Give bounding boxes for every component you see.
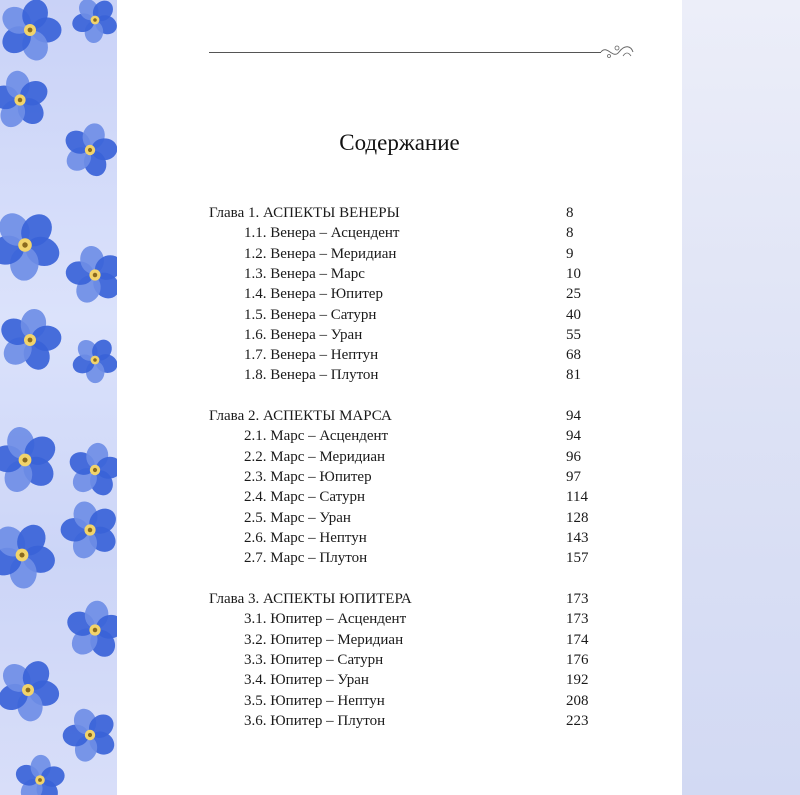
forget-me-not-flower — [0, 519, 58, 589]
section-title: 2.3. Марс – Юпитер — [244, 468, 372, 485]
section-title: 2.1. Марс – Асцендент — [244, 428, 389, 445]
toc-section-entry — [244, 691, 629, 711]
section-title: 3.3. Юпитер – Сатурн — [244, 651, 384, 668]
section-title: 1.5. Венера – Сатурн — [244, 306, 377, 323]
chapter-title: Глава 2. АСПЕКТЫ МАРСА — [209, 408, 392, 424]
section-title: 2.2. Марс – Меридиан — [244, 448, 386, 465]
forget-me-not-flower — [0, 207, 63, 281]
toc-section-entry — [244, 223, 629, 243]
chapter-page-number: 173 — [566, 591, 589, 607]
section-title: 3.1. Юпитер – Асцендент — [244, 611, 407, 628]
section-page-number: 9 — [566, 245, 574, 262]
section-page-number: 94 — [566, 428, 581, 445]
toc-chapter-entry — [209, 203, 629, 223]
forget-me-not-flower — [60, 498, 117, 561]
toc-section-entry — [244, 244, 629, 264]
section-page-number: 223 — [566, 712, 589, 729]
toc-section-entry — [244, 305, 629, 325]
toc-section-entry — [244, 650, 629, 670]
section-page-number: 174 — [566, 631, 589, 648]
chapter-title: Глава 3. АСПЕКТЫ ЮПИТЕРА — [209, 591, 412, 607]
forget-me-not-flower — [0, 424, 61, 496]
forget-me-not-flower — [61, 121, 117, 180]
section-title: 1.3. Венера – Марс — [244, 265, 365, 282]
section-title: 1.7. Венера – Нептун — [244, 347, 379, 364]
section-title: 3.6. Юпитер – Плутон — [244, 712, 386, 729]
chapter-page-number: 94 — [566, 408, 581, 424]
section-title: 2.6. Марс – Нептун — [244, 529, 367, 546]
background-right — [682, 0, 800, 795]
section-title: 1.6. Венера – Уран — [244, 326, 363, 343]
section-title: 3.5. Юпитер – Нептун — [244, 692, 385, 709]
forget-me-not-flower — [0, 656, 61, 722]
toc-section-entry — [244, 325, 629, 345]
section-page-number: 176 — [566, 651, 589, 668]
section-title: 3.4. Юпитер – Уран — [244, 672, 369, 689]
section-page-number: 97 — [566, 468, 581, 485]
forget-me-not-flower — [13, 754, 67, 795]
forget-me-not-flower — [0, 69, 52, 131]
toc-section-entry — [244, 508, 629, 528]
toc-section-entry — [244, 365, 629, 385]
forget-me-not-flower — [0, 0, 62, 64]
section-title: 3.2. Юпитер – Меридиан — [244, 631, 404, 648]
section-page-number: 208 — [566, 692, 589, 709]
section-title: 2.5. Марс – Уран — [244, 509, 351, 526]
book-page — [117, 0, 682, 795]
toc-section-entry — [244, 264, 629, 284]
forget-me-not-flower — [66, 441, 117, 499]
section-title: 1.8. Венера – Плутон — [244, 367, 379, 384]
forget-me-not-flower — [62, 706, 117, 765]
forget-me-not-flower — [70, 0, 117, 44]
section-page-number: 114 — [566, 489, 588, 506]
forget-me-not-flower — [63, 600, 117, 662]
toc-section-entry — [244, 487, 629, 507]
toc-section-entry — [244, 345, 629, 365]
page-title: Содержание — [339, 130, 460, 155]
section-page-number: 40 — [566, 306, 581, 323]
toc-section-entry — [244, 284, 629, 304]
section-page-number: 55 — [566, 326, 581, 343]
section-page-number: 96 — [566, 448, 581, 465]
table-of-contents — [117, 0, 682, 795]
section-title: 1.1. Венера – Асцендент — [244, 225, 400, 242]
toc-section-entry — [244, 711, 629, 731]
section-page-number: 10 — [566, 265, 581, 282]
toc-section-entry — [244, 548, 629, 568]
toc-section-entry — [244, 467, 629, 487]
forget-me-not-flower — [64, 244, 117, 307]
section-page-number: 128 — [566, 509, 589, 526]
section-page-number: 173 — [566, 611, 589, 628]
toc-section-entry — [244, 609, 629, 629]
section-page-number: 68 — [566, 347, 581, 364]
section-page-number: 143 — [566, 529, 589, 546]
section-page-number: 81 — [566, 367, 581, 384]
chapter-title: Глава 1. АСПЕКТЫ ВЕНЕРЫ — [209, 205, 400, 221]
toc-section-entry — [244, 426, 629, 446]
forget-me-not-flower — [70, 336, 117, 383]
section-title: 1.2. Венера – Меридиан — [244, 245, 397, 262]
section-page-number: 25 — [566, 286, 581, 303]
section-title: 1.4. Венера – Юпитер — [244, 286, 383, 303]
toc-section-entry — [244, 447, 629, 467]
section-page-number: 192 — [566, 672, 589, 689]
toc-section-entry — [244, 630, 629, 650]
forget-me-not-flower — [0, 307, 63, 374]
toc-section-entry — [244, 528, 629, 548]
toc-chapter-entry — [209, 589, 629, 609]
section-page-number: 8 — [566, 225, 574, 242]
forget-me-not-border — [0, 0, 117, 795]
flower-illustration — [0, 0, 117, 795]
toc-chapter-entry — [209, 406, 629, 426]
section-title: 2.4. Марс – Сатурн — [244, 489, 366, 506]
section-page-number: 157 — [566, 550, 589, 567]
toc-section-entry — [244, 670, 629, 690]
chapter-page-number: 8 — [566, 205, 574, 221]
section-title: 2.7. Марс – Плутон — [244, 550, 368, 567]
